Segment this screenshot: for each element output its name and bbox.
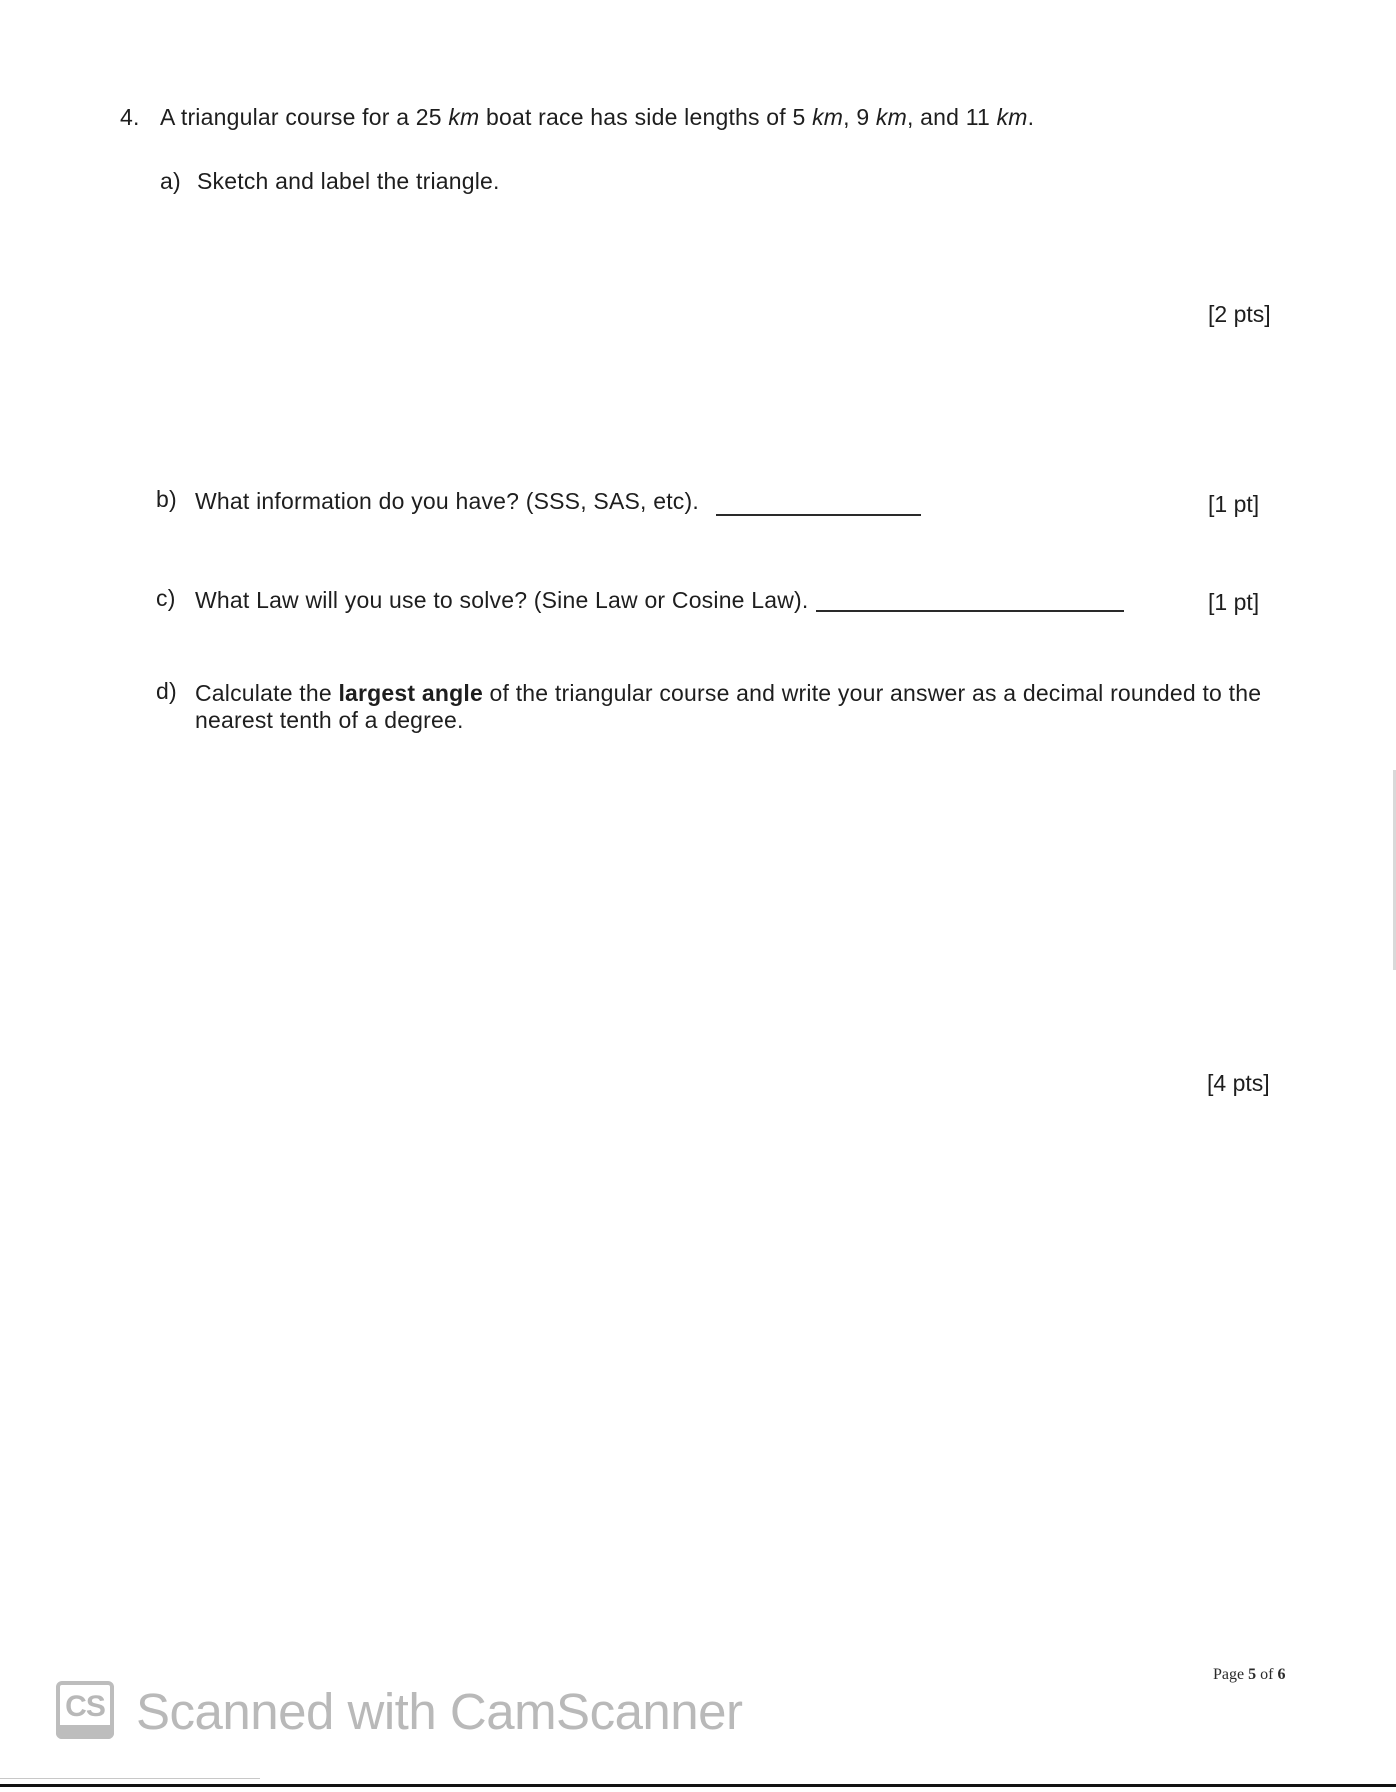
- camscanner-logo-text: CS: [65, 1690, 105, 1723]
- part-d-emphasis: largest angle: [338, 680, 483, 706]
- question-text-part: A triangular course for a 25: [160, 104, 449, 130]
- unit: km: [996, 104, 1028, 130]
- page-number: [1213, 1666, 1285, 1684]
- part-b-text: What information do you have? (SSS, SAS, etc).: [195, 488, 699, 514]
- part-d-points: [4 pts]: [1207, 1070, 1270, 1096]
- part-c-label: c): [156, 585, 176, 611]
- part-d-label: d): [156, 678, 177, 704]
- part-c-text: What Law will you use to solve? (Sine Law or Cosine Law).: [195, 587, 809, 613]
- page-current: 5: [1248, 1666, 1257, 1683]
- part-c-answer-line[interactable]: [816, 610, 1124, 612]
- page-of-word: of: [1260, 1666, 1274, 1683]
- question-text: [160, 104, 1034, 131]
- unit: km: [448, 104, 480, 130]
- part-a-points: [2 pts]: [1208, 301, 1271, 327]
- part-d-text-part: of the triangular course and write your answer as a decimal rounded to the nearest tenth of a degree.: [195, 680, 1262, 733]
- camscanner-watermark: Scanned with CamScanner: [136, 1683, 743, 1740]
- part-a-text: Sketch and label the triangle.: [197, 168, 500, 194]
- part-d-text-part: Calculate the: [195, 680, 339, 706]
- question-text-part: boat race has side lengths of 5: [479, 104, 813, 130]
- question-text-part: , and 11: [906, 104, 997, 130]
- scan-bottom-edge: [0, 1784, 1396, 1787]
- page-word: Page: [1213, 1666, 1245, 1683]
- part-b-points: [1 pt]: [1208, 491, 1260, 517]
- question-text-part: .: [1027, 104, 1035, 130]
- part-b-answer-line[interactable]: [716, 514, 921, 516]
- unit: km: [812, 104, 844, 130]
- camscanner-logo-icon: [56, 1681, 114, 1739]
- part-b-label: b): [156, 486, 177, 512]
- question-text-part: , 9: [843, 104, 876, 130]
- part-c-points: [1 pt]: [1208, 589, 1260, 615]
- page-total: 6: [1277, 1666, 1286, 1683]
- question-number: 4.: [120, 104, 140, 130]
- scan-bottom-edge-thin: [0, 1778, 260, 1779]
- unit: km: [875, 104, 907, 130]
- part-d-text: [195, 680, 1275, 734]
- part-a-label: a): [160, 168, 181, 194]
